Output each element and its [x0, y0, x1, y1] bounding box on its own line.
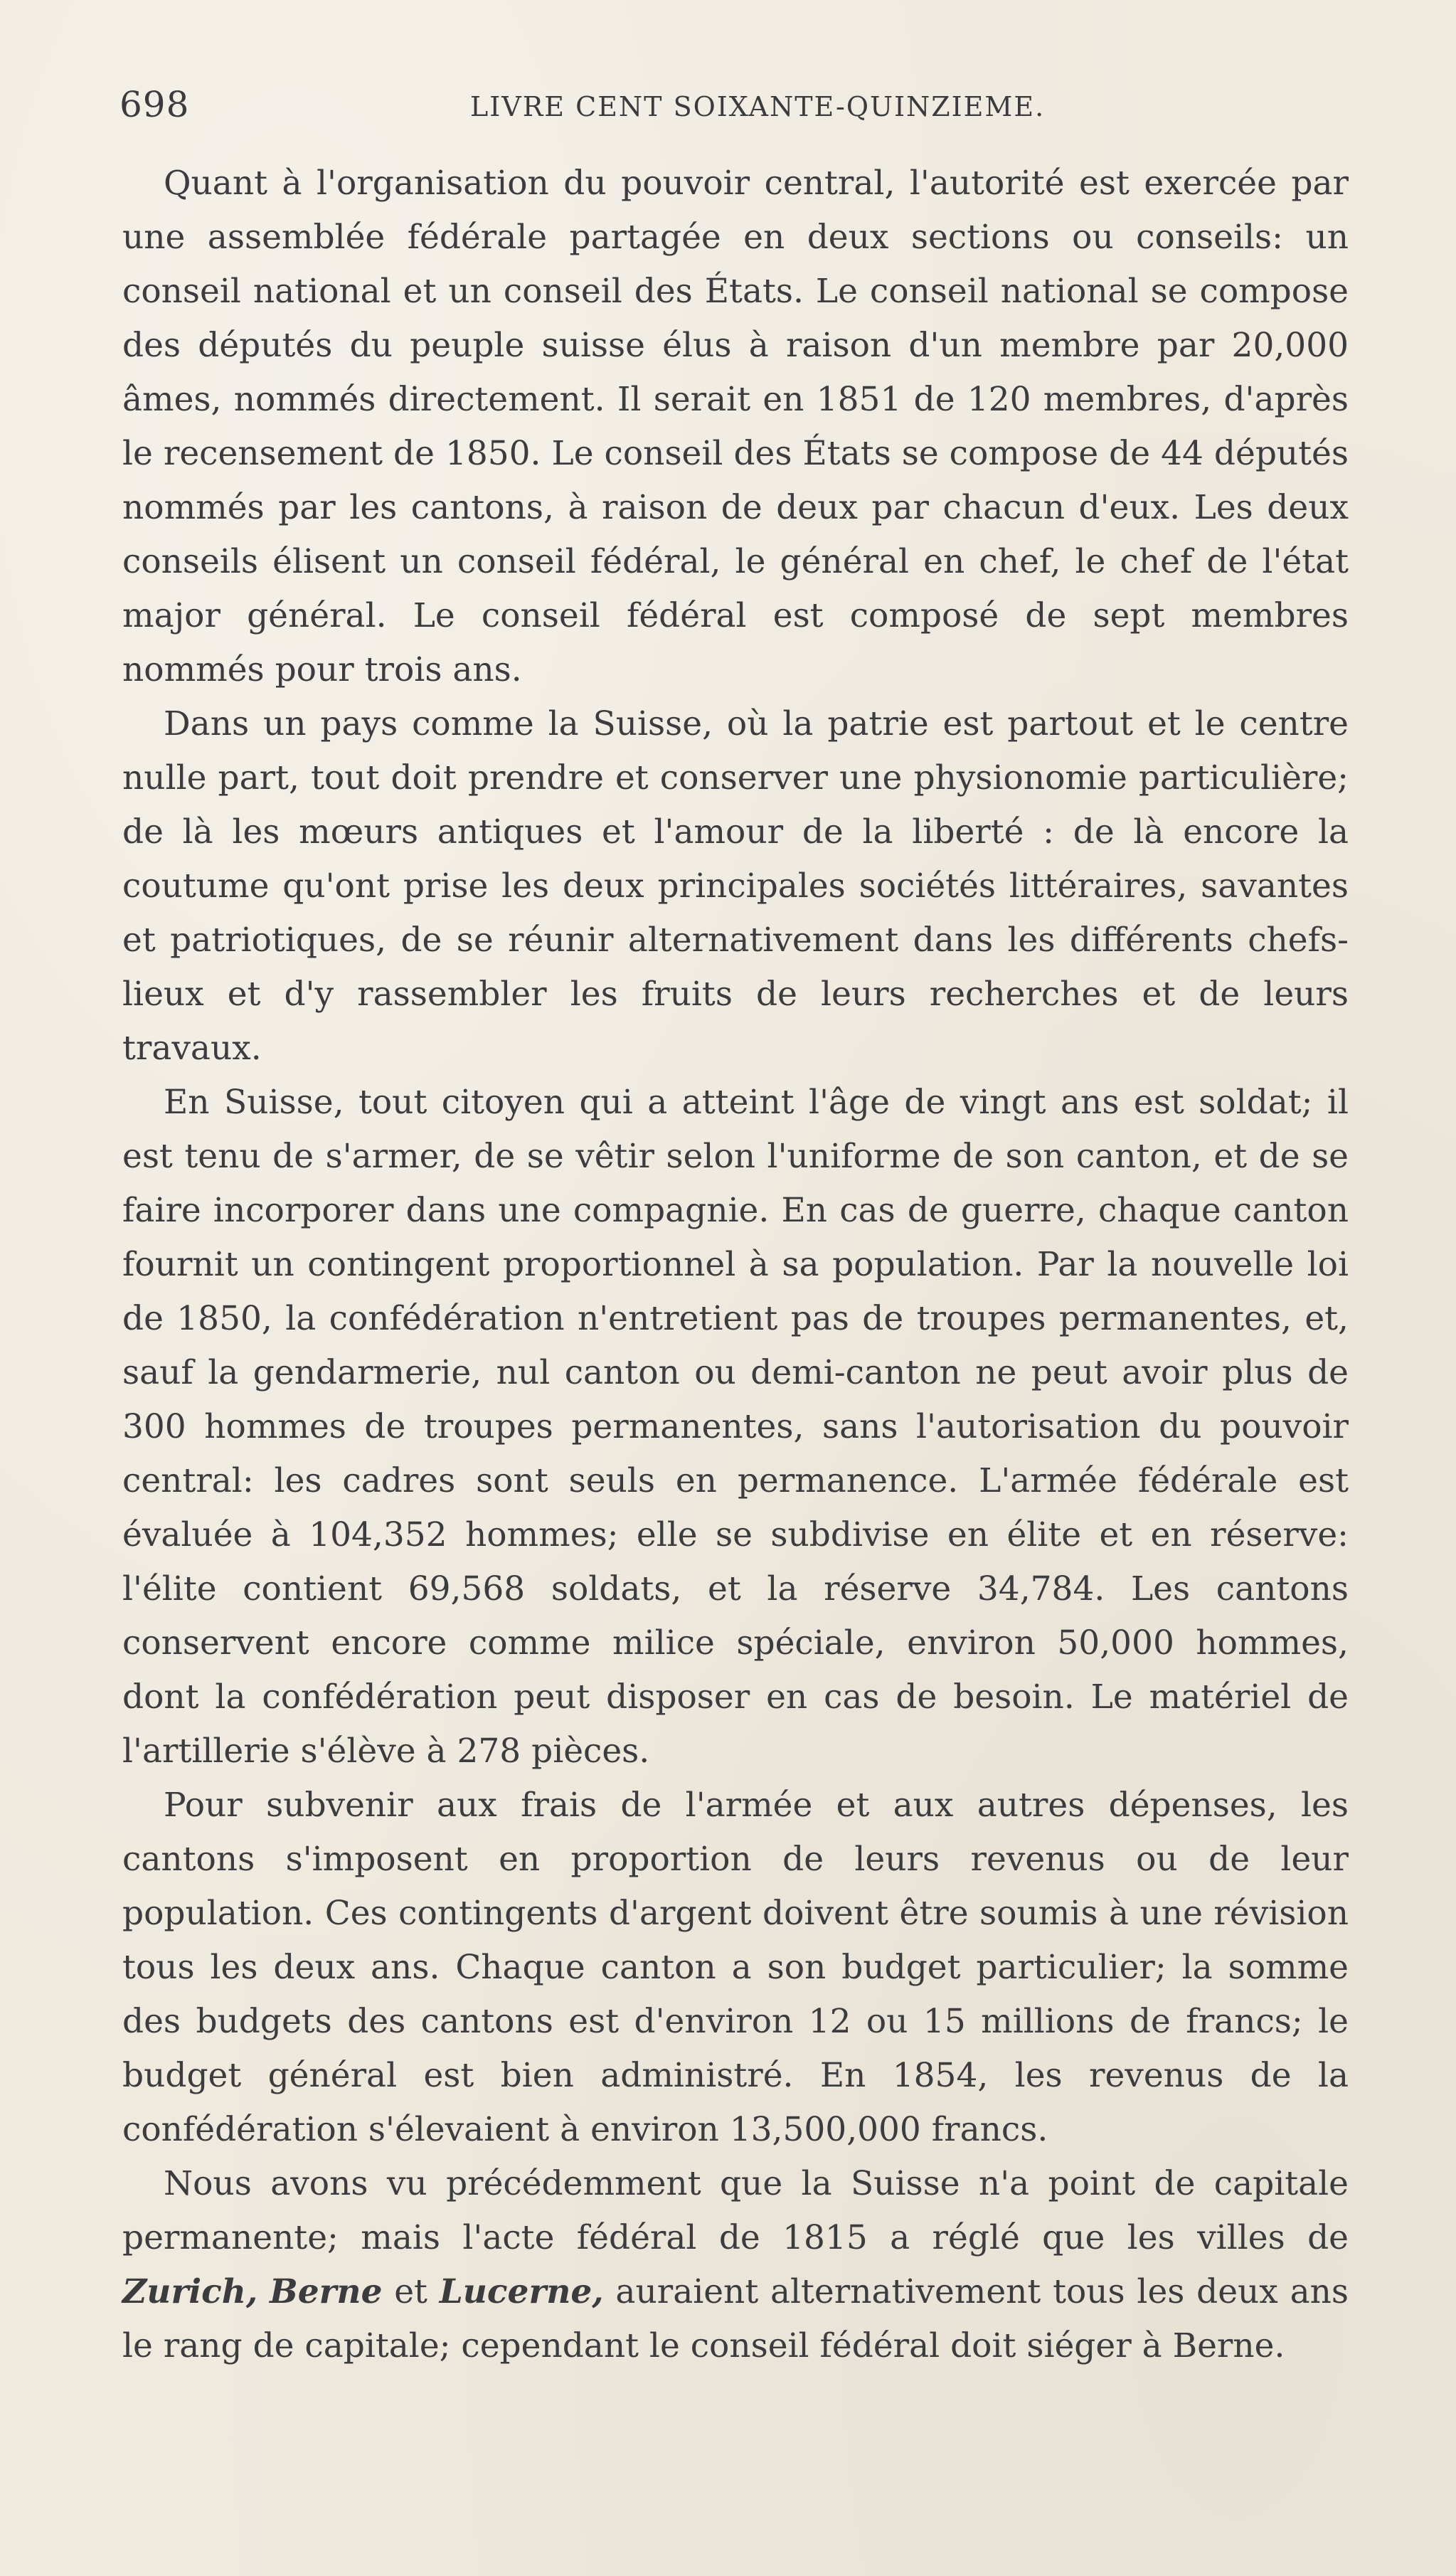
city-lucerne: Lucerne, — [439, 2272, 604, 2311]
paragraph-army: En Suisse, tout citoyen qui a atteint l'âge de vingt ans est soldat; il est tenu de s'armer, de se vêtir selon l'uniforme de son canton, et de se faire incorporer dans une compagnie. En cas de guerre, chaque canton fournit un contingent proportionnel à sa population. Par la nouvelle loi de 1850, la confédération n'entretient pas de troupes permanentes, et, sauf la gendarmerie, nul canton ou demi-canton ne peut avoir plus de 300 hommes de troupes permanentes, sans l'autorisation du pouvoir central: les cadres sont seuls en permanence. L'armée fédérale est évaluée à 104,352 hommes; elle se subdivise en élite et en réserve: l'élite contient 69,568 soldats, et la réserve 34,784. Les cantons conservent encore comme milice spéciale, environ 50,000 hommes, dont la confédération peut disposer en cas de besoin. Le matériel de l'artillerie s'élève à 278 pièces. — [122, 1083, 1349, 1771]
paragraph-capital — [122, 2157, 1349, 2373]
running-title: LIVRE CENT SOIXANTE-QUINZIEME. — [470, 91, 1046, 122]
capital-text-start: Nous avons vu précédemment que la Suisse n'a point de capitale permanente; mais l'acte fédéral de 1815 a réglé que les villes de — [122, 2164, 1349, 2257]
body-text — [122, 157, 1349, 2373]
paragraph-finances: Pour subvenir aux frais de l'armée et aux autres dépenses, les cantons s'imposent en proportion de leurs revenus ou de leur population. Ces contingents d'argent doivent être soumis à une révision tous les deux ans. Chaque canton a son budget particulier; la somme des budgets des cantons est d'environ 12 ou 15 millions de francs; le budget général est bien administré. En 1854, les revenus de la confédération s'élevaient à environ 13,500,000 francs. — [122, 1786, 1349, 2149]
capital-text-end: auraient alternativement tous les deux ans le rang de capitale; cependant le conseil fédéral doit siéger à Berne. — [122, 2272, 1349, 2365]
separator: et — [382, 2272, 440, 2311]
paragraph-swiss-customs: Dans un pays comme la Suisse, où la patrie est partout et le centre nulle part, tout doit prendre et conserver une physionomie particulière; de là les mœurs antiques et l'amour de la liberté : de là encore la coutume qu'ont prise les deux principales sociétés littéraires, savantes et patriotiques, de se réunir alternativement dans les différents chefs-lieux et d'y rassembler les fruits de leurs recherches et de leurs travaux. — [122, 704, 1349, 1068]
city-berne: Berne — [270, 2272, 383, 2311]
page-header — [119, 84, 1343, 141]
separator — [257, 2272, 270, 2311]
page-number: 698 — [119, 84, 190, 125]
city-zurich: Zurich, — [122, 2272, 258, 2311]
paragraph-central-power: Quant à l'organisation du pouvoir central, l'autorité est exercée par une assemblée fédérale partagée en deux sections ou conseils: un conseil national et un conseil des États. Le conseil national se compose des députés du peuple suisse élus à raison d'un membre par 20,000 âmes, nommés directement. Il serait en 1851 de 120 membres, d'après le recensement de 1850. Le conseil des États se compose de 44 députés nommés par les cantons, à raison de deux par chacun d'eux. Les deux conseils élisent un conseil fédéral, le général en chef, le chef de l'état major général. Le conseil fédéral est composé de sept membres nommés pour trois ans. — [122, 164, 1349, 689]
